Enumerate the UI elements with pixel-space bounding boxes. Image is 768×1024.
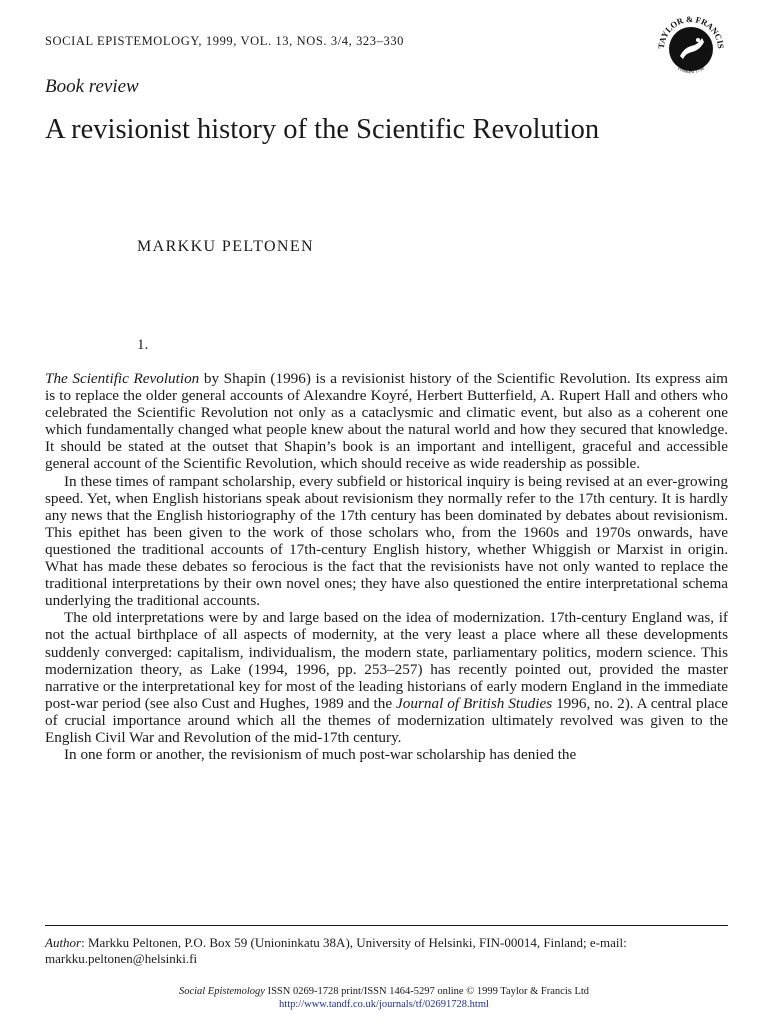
paragraph-1-text: by Shapin (1996) is a revisionist history of the Scientific Revolution. Its express aim is to replace the older general accounts of Alexandre Koyré, Herbert Butterfield, A. Rupert Hall and others who celebrated the Scientific Revolution not only as a cataclysmic and climatic event, but also as a coherent one which fundamentally changed what people knew about the natural world and how they secured that knowledge. It should be stated at the outset that Shapin’s book is an important and intelligent, graceful and accessible general account of the Scientific Revolution, which should receive as wide readership as possible. — [45, 370, 728, 473]
taylor-francis-logo — [654, 12, 728, 86]
footnote-divider — [45, 925, 728, 926]
footnote-label: Author — [45, 935, 82, 950]
author-footnote — [45, 935, 735, 966]
journal-header: SOCIAL EPISTEMOLOGY, 1999, VOL. 13, NOS. 3/4, 323–330 — [45, 34, 405, 48]
paragraph-2: In these times of rampant scholarship, every subfield or historical inquiry is being revised at an ever-growing speed. Yet, when English historians speak about revisionism they normally refer to the 17th century. It is hardly any news that the English historiography of the 17th century has been dominated by debates about revisionism. This epithet has been given to the work of those scholars who, from the 1960s and 1970s onwards, have questioned the traditional accounts of 17th-century English history, whether Whiggish or Marxist in origin. What has made these debates so ferocious is the fact that the revisionists have not only wanted to replace the traditional interpretations by their own novel ones; they have also questioned the entire interpretational schema underlying the traditional accounts. — [45, 472, 728, 610]
journal-url-link[interactable]: http://www.tandf.co.uk/journals/tf/02691728.html — [279, 999, 489, 1010]
footer-journal-name: Social Epistemology — [178, 986, 265, 997]
page-footer — [0, 985, 768, 1011]
issn-line — [0, 985, 768, 998]
paragraph-4: In one form or another, the revisionism of much post-war scholarship has denied the — [64, 746, 577, 764]
logo-subtext: Founded 1798 — [676, 66, 706, 76]
article-body — [45, 370, 728, 763]
paragraph-3-text-a: The old interpretations were by and large based on the idea of modernization. 17th-century England was, if not the actual birthplace of all aspects of modernity, at the very least a place where all these developments suddenly converged: capitalism, individualism, the modern state, parliamentary politics, modern science. This modernization theory, as Lake (1994, 1996, pp. 253–257) has recently pointed out, provided the master narrative or the interpretational key for most of the leading historians of early modern England in the immediate post-war period (see also Cust and Hughes, 1989 and the — [45, 609, 728, 712]
section-label: Book review — [45, 76, 139, 97]
book-title-italic: The Scientific Revolution — [45, 370, 200, 387]
paragraph-1 — [45, 370, 728, 473]
author-name: MARKKU PELTONEN — [137, 238, 315, 255]
journal-title-italic: Journal of British Studies — [396, 694, 553, 712]
paragraph-3-text-b: 1996, no. 2). A central place of crucial importance around which all the themes of modernization ultimately revolved was given to the English Civil War and Revolution of the mid-17th century. — [45, 694, 728, 746]
paragraph-3 — [45, 609, 728, 746]
article-title: A revisionist history of the Scientific Revolution — [45, 114, 600, 145]
section-number: 1. — [137, 337, 149, 353]
footnote-text: : Markku Peltonen, P.O. Box 59 (Unioninkatu 38A), University of Helsinki, FIN-00014, Finland; e-mail: markku.peltonen@helsinki.fi — [45, 935, 627, 966]
footer-issn: ISSN 0269-1728 print/ISSN 1464-5297 online © 1999 Taylor & Francis Ltd — [264, 986, 590, 997]
logo-text: TAYLOR & FRANCIS — [655, 13, 727, 50]
